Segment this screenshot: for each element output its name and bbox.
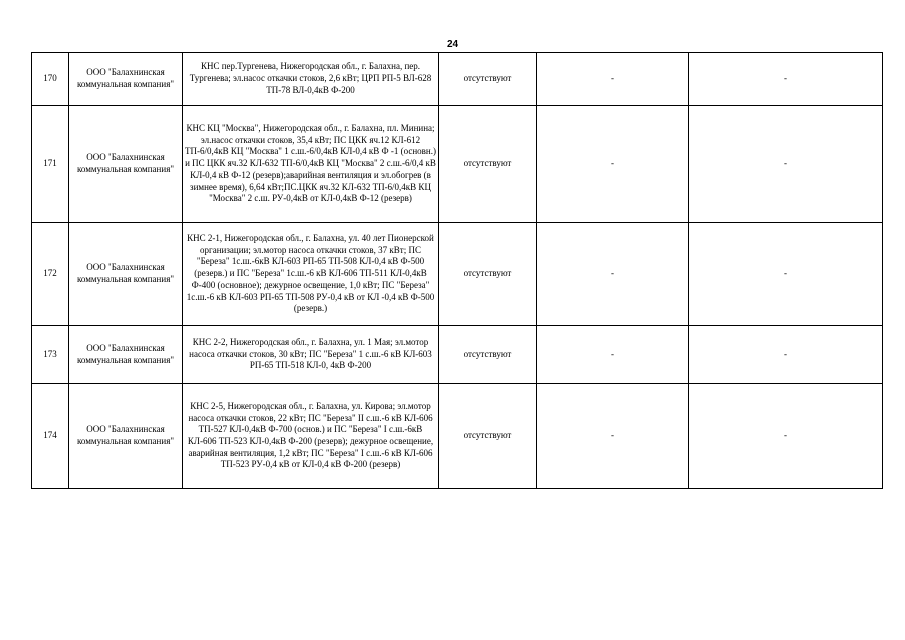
column5-cell: - <box>537 223 689 326</box>
object-description-cell: КНС КЦ "Москва", Нижегородская обл., г. Балахна, пл. Минина; эл.насос откачки стоков, 35,4 кВт; ПС ЦКК яч.12 КЛ-612 ТП-6/0,4кВ КЦ "Москва" 1 с.ш.-6/0,4кВ КЛ-0,4 кВ Ф -1 (основн.) и ПС ЦКК яч.32 КЛ-632 ТП-6/0,4кВ КЦ "Москва" 2 с.ш.-6/0,4 кВ КЛ-0,4 кВ Ф-12 (резерв);аварийная вентиляция и эл.обогрев (в зимнее время), 6,64 кВт;ПС.ЦКК яч.32 КЛ-632 ТП-6/0,4кВ КЦ "Москва" 2 с.ш. РУ-0,4кВ от КЛ-0,4кВ Ф-12 (резерв) <box>183 106 439 223</box>
table-row <box>32 106 883 223</box>
table-row <box>32 326 883 384</box>
object-description-cell: КНС 2-2, Нижегородская обл., г. Балахна, ул. 1 Мая; эл.мотор насоса откачки стоков, 30 кВт; ПС "Береза" 1 с.ш.-6 кВ КЛ-603 РП-65 ТП-518 КЛ-0, 4кВ Ф-200 <box>183 326 439 384</box>
column6-cell: - <box>689 223 883 326</box>
page-number: 24 <box>446 39 459 50</box>
row-number: 171 <box>32 106 69 223</box>
table-row <box>32 223 883 326</box>
status-cell: отсутствуют <box>439 106 537 223</box>
column6-cell: - <box>689 384 883 489</box>
status-cell: отсутствуют <box>439 326 537 384</box>
status-cell: отсутствуют <box>439 53 537 106</box>
column6-cell: - <box>689 106 883 223</box>
organization-cell: ООО "Балахнинская коммунальная компания" <box>69 223 183 326</box>
row-number: 170 <box>32 53 69 106</box>
column5-cell: - <box>537 53 689 106</box>
row-number: 173 <box>32 326 69 384</box>
table-row <box>32 53 883 106</box>
column6-cell: - <box>689 53 883 106</box>
organization-cell: ООО "Балахнинская коммунальная компания" <box>69 106 183 223</box>
column6-cell: - <box>689 326 883 384</box>
object-description-cell: КНС 2-1, Нижегородская обл., г. Балахна, ул. 40 лет Пионерской организации; эл.мотор насоса откачки стоков, 37 кВт; ПС "Береза" 1с.ш.-6кВ КЛ-603 РП-65 ТП-508 КЛ-0,4 кВ Ф-500 (резерв.) и ПС "Береза" 1с.ш.-6 кВ КЛ-606 ТП-511 КЛ-0,4кВ Ф-400 (основное); дежурное освещение, 1,0 кВт; ПС "Береза" 1с.ш.-6 кВ КЛ-603 РП-65 ТП-508 РУ-0,4 кВ от КЛ -0,4 кВ Ф-500 (резерв.) <box>183 223 439 326</box>
status-cell: отсутствуют <box>439 384 537 489</box>
row-number: 174 <box>32 384 69 489</box>
consumers-table <box>31 52 883 489</box>
object-description-cell: КНС пер.Тургенева, Нижегородская обл., г. Балахна, пер. Тургенева; эл.насос откачки стоков, 2,6 кВт; ЦРП РП-5 ВЛ-628 ТП-78 ВЛ-0,4кВ Ф-200 <box>183 53 439 106</box>
table-row <box>32 384 883 489</box>
column5-cell: - <box>537 106 689 223</box>
column5-cell: - <box>537 384 689 489</box>
column5-cell: - <box>537 326 689 384</box>
organization-cell: ООО "Балахнинская коммунальная компания" <box>69 53 183 106</box>
organization-cell: ООО "Балахнинская коммунальная компания" <box>69 326 183 384</box>
object-description-cell: КНС 2-5, Нижегородская обл., г. Балахна, ул. Кирова; эл.мотор насоса откачки стоков, 22 кВт; ПС "Береза" II с.ш.-6 кВ КЛ-606 ТП-527 КЛ-0,4кВ Ф-700 (основ.) и ПС "Береза" I с.ш.-6кВ КЛ-606 ТП-523 КЛ-0,4кВ Ф-200 (резерв); дежурное освещение, аварийная вентиляция, 1,2 кВт; ПС "Береза" I с.ш.-6 кВ КЛ-606 ТП-523 РУ-0,4 кВ от КЛ-0,4 кВ Ф-200 (резерв) <box>183 384 439 489</box>
status-cell: отсутствуют <box>439 223 537 326</box>
organization-cell: ООО "Балахнинская коммунальная компания" <box>69 384 183 489</box>
row-number: 172 <box>32 223 69 326</box>
